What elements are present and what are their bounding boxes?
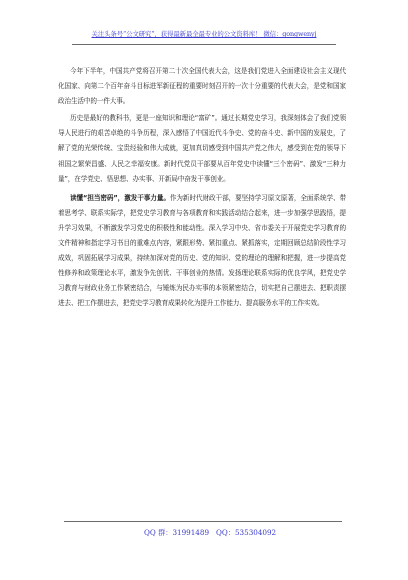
page-footer xyxy=(64,521,342,540)
body-paragraph xyxy=(58,111,346,186)
paragraph-text: 作为新时代财政干部，要坚持学习原文原著，全面系统学、带着思考学、联系实际学，把党史学习教育与各项教育和实践活动结合起来，进一步加强学思践悟，提升学习效果，不断激发学习党史的积极性和能动性。深入学习中央、省市委关于开展党史学习教育的文件精神和指定学习书目的重难点内容，紧跟形势、紧扣重点、紧抓落实，定期回顾总结阶段性学习成效，巩固拓展学习成果，持续加深对党的历史、党的知识、党的理论的理解和把握，进一步提高党性修养和政策理论水平，激发争先创优、干事创业的热情。发扬理论联系实际的优良学风，把党史学习教育与财政业务工作紧密结合，与锤炼为民办实事的本领紧密结合，切实把自己摆进去、把职责摆进去、把工作摆进去，把党史学习教育成果转化为提升工作能力、提高服务水平的工作实效。 xyxy=(58,193,346,308)
header-promo-link[interactable]: 关注头条号“公文研究”，获得最新最全最专业的公文资料库！ 微信：gongwenyj xyxy=(91,30,317,38)
footer-qq-group: QQ 群：31991489 xyxy=(144,528,210,537)
paragraph-lead: 读懂“担当密码”，激发干事力量。 xyxy=(70,193,170,202)
body-paragraph xyxy=(58,191,346,312)
page-header xyxy=(72,26,336,45)
footer-qq: QQ：535304092 xyxy=(216,528,277,537)
paragraph-text: 今年下半年，中国共产党将召开第二十次全国代表大会，这是我们党进入全面建设社会主义现代化国家、向第二个百年奋斗目标进军新征程的重要时刻召开的一次十分重要的代表大会，是党和国家政治生活中的一件大事。 xyxy=(58,67,346,106)
body-paragraph xyxy=(58,64,346,109)
paragraph-text: 历史是最好的教科书，更是一座知识和理论“富矿”。通过长期党史学习，我深刻体会了我们党领导人民进行的艰苦卓绝的斗争历程，深入感悟了中国近代斗争史、党的奋斗史、新中国的发展史，了解了党的光荣传统、宝贵经验和伟大成就，更加真切感受到中国共产党之伟大，感受到在党的领导下祖国之繁荣昌盛、人民之幸福安康。新时代党员干部要从百年党史中读懂“三个密码”、激发“三种力量”，在学党史、悟思想、办实事、开新局中奋发干事创业。 xyxy=(58,114,346,183)
document-body xyxy=(58,64,346,314)
